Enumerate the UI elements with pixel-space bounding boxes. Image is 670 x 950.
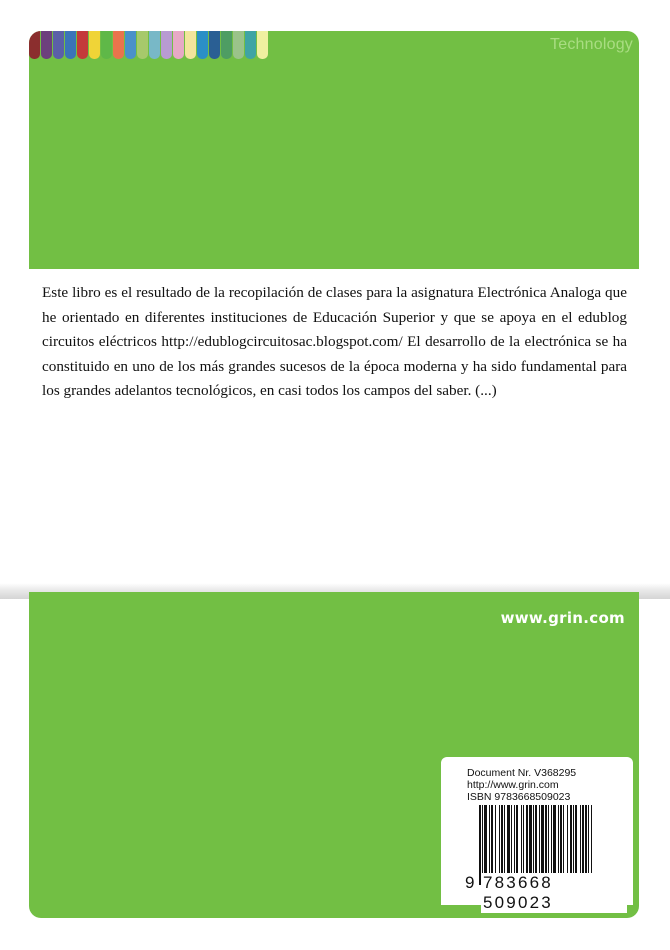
barcode-box [441,757,633,912]
barcode-digits: 783668 509023 [481,873,627,913]
color-tab [65,31,76,59]
barcode-prefix-digit: 9 [465,873,475,892]
color-tab [173,31,184,59]
color-tab [209,31,220,59]
color-tab [125,31,136,59]
color-tab [101,31,112,59]
isbn-number: ISBN 9783668509023 [467,791,571,803]
color-tab [197,31,208,59]
category-label: Technology [550,36,633,53]
color-tab [185,31,196,59]
color-tab [149,31,160,59]
color-tab [77,31,88,59]
publisher-url: http://www.grin.com [467,779,559,791]
color-tab [257,31,268,59]
publisher-website: www.grin.com [500,609,625,627]
top-green-panel [29,31,639,269]
barcode-info [467,767,576,803]
color-tab [53,31,64,59]
color-tab [89,31,100,59]
color-tab [245,31,256,59]
book-description: Este libro es el resultado de la recopilación de clases para la asignatura Electrónica Analoga que he orientado en diferentes instituciones de Educación Superior y que se apoya en el edublog circuitos eléctricos http://edublogcircuitosac.blogspot.com/ El desarrollo de la electrónica se ha constituido en uno de los más grandes sucesos de la época moderna y ha sido fundamental para los grandes adelantos tecnológicos, en casi todos los campos del saber. (...) [42,284,627,399]
document-number: Document Nr. V368295 [467,767,577,779]
color-tab [113,31,124,59]
color-tabs [29,31,269,59]
color-tab [233,31,244,59]
color-tab [41,31,52,59]
color-tab [161,31,172,59]
color-tab [29,31,40,59]
color-tab [221,31,232,59]
color-tab [137,31,148,59]
